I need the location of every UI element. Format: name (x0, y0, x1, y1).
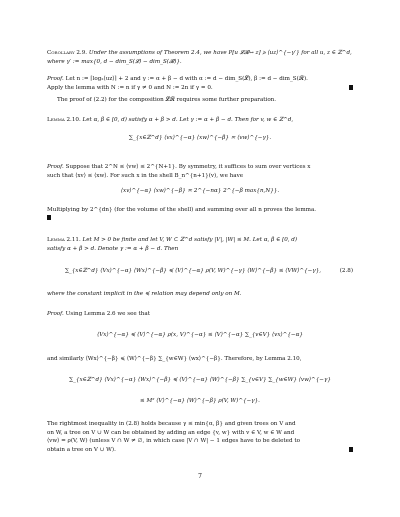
proof-line: ⟨vw⟩ = ρ(V, W) (unless V ∩ W ≠ ∅, in which case |V ∩ W| − 1 edges have to be deleted to (47, 438, 300, 445)
proof-label: Proof. (47, 311, 64, 317)
lemma-text: Let M > 0 be finite and let V, W ⊂ ℤ^d satisfy |V|, |W| ≤ M. Let α, β ∈ [0, d) (82, 237, 298, 243)
lemma-remark: where the constant implicit in the ≼ relation may depend only on M. (47, 291, 242, 297)
display-equation: ≤ M² ⟨V⟩^{−α} ⟨W⟩^{−β} ρ(V, W)^{−γ}. (140, 398, 260, 404)
display-equation: ∑_{x∈ℤ^d} ⟨Vx⟩^{−α} ⟨Wx⟩^{−β} ≼ ⟨V⟩^{−α} ρ(V, W)^{−γ} ⟨W⟩^{−β} ≤ ⟨VW⟩^{−γ}, (64, 268, 322, 274)
qed-square (349, 447, 353, 452)
page-number: 7 (198, 473, 202, 480)
proof-line: Let n := ⌈log₂⟨uz⟩⌉ + 2 and γ := α + β − d with α := d − dim_S(𝓛), β := d − dim_S(𝓡). (65, 76, 308, 82)
proof-lemma-2-11 (47, 310, 353, 319)
proof-label: Proof. (47, 76, 64, 82)
proof-line: Apply the lemma with N := n if γ ≠ 0 and N := 2n if γ = 0. (47, 84, 213, 91)
display-equation: ∑_{x∈ℤ^d} ⟨Vx⟩^{−α} ⟨Wx⟩^{−β} ≼ ⟨V⟩^{−α} ⟨W⟩^{−β} ∑_{v∈V} ∑_{w∈W} ⟨vw⟩^{−γ} (69, 377, 331, 383)
lemma-text: Let α, β ∈ [0, d) satisfy α + β > d. Let γ := α + β − d. Then for v, w ∈ ℤ^d, (82, 117, 294, 123)
display-equation: ⟨xv⟩^{−α} ⟨xw⟩^{−β} ≍ 2^{−nα} 2^{−β max{n,N}}. (120, 188, 280, 194)
proof-conclusion (47, 206, 353, 223)
proof-corollary-2-9 (47, 75, 353, 92)
qed-square (47, 215, 51, 220)
qed-square (349, 85, 353, 90)
corollary-label: Corollary 2.9. (47, 50, 88, 56)
paragraph-2-2: The proof of (2.2) for the composition 𝓛𝓡 requires some further preparation. (57, 97, 277, 103)
proof-line: Using Lemma 2.6 we see that (65, 311, 150, 317)
proof-line: The rightmost inequality in (2.8) holds because γ ≤ min{α, β} and given trees on V and (47, 421, 296, 427)
proof-line: obtain a tree on V ∪ W). (47, 446, 116, 453)
corollary-text: Under the assumptions of Theorem 2.4, we have P[u 𝓛𝓡↔ z] ≽ ⟨uz⟩^{−γ′} for all u, z ∈ ℤ^d, where γ′ := max{0, d − dim_S(𝓛) − dim_S(𝓡)}. (47, 50, 352, 65)
corollary-2-9 (47, 49, 353, 66)
lemma-2-11 (47, 236, 353, 253)
proof-line: on W, a tree on V ∪ W can be obtained by adding an edge {v, w} with v ∈ V, w ∈ W and (47, 429, 295, 436)
proof-line: and similarly ⟨Wx⟩^{−β} ≼ ⟨W⟩^{−β} ∑_{w∈W} ⟨wx⟩^{−β}. Therefore, by Lemma 2.10, (47, 356, 302, 362)
lemma-2-10 (47, 116, 353, 125)
proof-closing (47, 420, 353, 454)
lemma-text: satisfy α + β > d. Denote γ := α + β − d. Then (47, 245, 179, 252)
proof-line: such that ⟨xv⟩ ≤ ⟨xw⟩. For such x in the shell B_n^{n+1}(v), we have (47, 172, 244, 179)
proof-line: Suppose that 2^N ≤ ⟨vw⟩ ≤ 2^{N+1}. By symmetry, it suffices to sum over vertices x (65, 164, 311, 170)
equation-number: (2.8) (339, 268, 353, 274)
display-equation: ∑_{x∈ℤ^d} ⟨vx⟩^{−α} ⟨xw⟩^{−β} ≍ ⟨vw⟩^{−γ}. (128, 135, 272, 141)
proof-lemma-2-10 (47, 163, 353, 180)
proof-label: Proof. (47, 164, 64, 170)
proof-line: Multiplying by 2^{dn} (for the volume of the shell) and summing over all n proves the lemma. (47, 207, 317, 213)
display-equation: ⟨Vx⟩^{−α} ≼ ⟨V⟩^{−α} ρ(x, V)^{−α} ≤ ⟨V⟩^{−α} ∑_{v∈V} ⟨vx⟩^{−α} (97, 332, 303, 338)
lemma-label: Lemma 2.11. (47, 237, 81, 243)
lemma-label: Lemma 2.10. (47, 117, 81, 123)
